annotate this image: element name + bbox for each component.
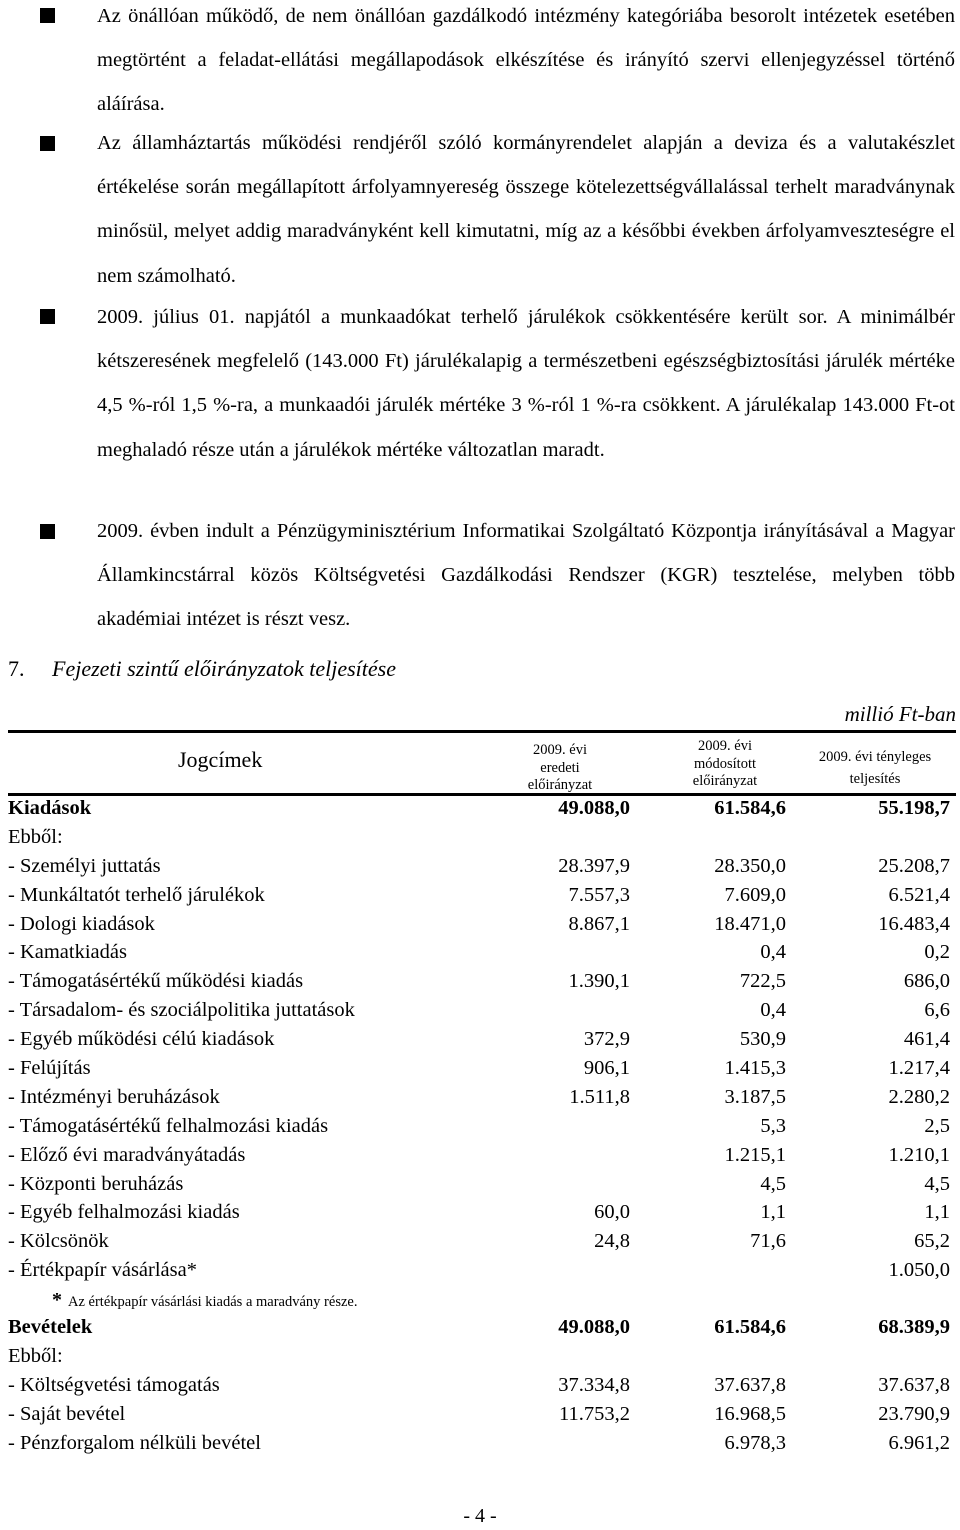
header-line: eredeti — [540, 759, 580, 776]
value-actual: 2,5 — [924, 1114, 950, 1137]
row-label: Bevételek — [8, 1316, 93, 1339]
table-row — [8, 1083, 956, 1112]
value-modified: 530,9 — [739, 1028, 786, 1051]
table-row — [8, 1256, 956, 1285]
bullet-text: Az önállóan működő, de nem önállóan gazdálkodó intézmény kategóriába besorolt intézetek esetében megtörtént a feladat-ellátási megállapodások elkészítése és irányító szervi ellenjegyzéssel történő aláírása. — [97, 5, 955, 116]
table-row — [8, 1198, 956, 1227]
value-actual: 68.389,9 — [878, 1316, 950, 1339]
row-label: - Kölcsönök — [8, 1230, 109, 1253]
row-label: - Munkáltatót terhelő járulékok — [8, 883, 265, 906]
row-label: Kiadások — [8, 797, 92, 819]
income-rows — [8, 1313, 956, 1457]
value-original: 49.088,0 — [558, 1316, 630, 1339]
value-modified: 0,4 — [760, 941, 786, 964]
expense-rows — [8, 794, 956, 1285]
row-label: Ebből: — [8, 825, 63, 848]
row-label: - Előző évi maradványátadás — [8, 1143, 246, 1166]
table-row — [8, 1112, 956, 1141]
table-row — [8, 1400, 956, 1429]
value-original: 8.867,1 — [568, 912, 630, 935]
value-modified: 1.415,3 — [724, 1057, 786, 1080]
row-label: - Társadalom- és szociálpolitika juttatások — [8, 999, 355, 1022]
value-original: 11.753,2 — [559, 1402, 630, 1425]
column-header-actual — [790, 746, 960, 790]
value-modified: 71,6 — [750, 1230, 786, 1253]
column-header-modified — [655, 738, 795, 791]
row-label: - Felújítás — [8, 1057, 91, 1080]
table-row — [8, 794, 956, 823]
value-modified: 1,1 — [760, 1201, 786, 1224]
table-row — [8, 938, 956, 967]
header-line: 2009. évi — [533, 742, 587, 758]
header-line: módosított — [693, 755, 757, 772]
header-line: 2009. évi tényleges — [818, 749, 932, 765]
value-modified: 6.978,3 — [724, 1431, 786, 1454]
value-original: 37.334,8 — [558, 1373, 630, 1396]
value-actual: 4,5 — [924, 1172, 950, 1195]
value-actual: 1.050,0 — [888, 1259, 950, 1282]
row-label: - Intézményi beruházások — [8, 1085, 220, 1108]
value-actual: 0,2 — [924, 941, 950, 964]
table-top-rule — [8, 730, 956, 733]
section-number: 7. — [8, 656, 25, 681]
row-label: Ebből: — [8, 1345, 63, 1368]
value-modified: 16.968,5 — [714, 1402, 786, 1425]
table-row — [8, 823, 956, 852]
row-label: - Pénzforgalom nélküli bevétel — [8, 1431, 261, 1454]
section-heading — [8, 656, 396, 682]
row-label: - Értékpapír vásárlása* — [8, 1259, 197, 1282]
table-row — [8, 852, 956, 881]
table-row — [8, 1170, 956, 1199]
table-row — [8, 910, 956, 939]
value-modified: 28.350,0 — [714, 854, 786, 877]
value-original: 60,0 — [594, 1201, 630, 1224]
value-original: 1.511,8 — [569, 1085, 630, 1108]
value-original: 372,9 — [583, 1028, 630, 1051]
table-row — [8, 967, 956, 996]
row-label: - Támogatásértékű felhalmozási kiadás — [8, 1114, 329, 1137]
table-row — [8, 1313, 956, 1342]
bullet-text: Az államháztartás működési rendjéről szóló kormányrendelet alapján a deviza és a valutakészlet értékelése során megállapított árfolyamnyereség összege kötelezettségvállalással terhelt maradványnak minősül, melyet addig maradványként kell kimutatni, míg az a későbbi években árfolyamveszteségre el nem számolható. — [97, 132, 955, 287]
bullet-square-icon — [40, 524, 55, 539]
value-actual: 25.208,7 — [878, 854, 950, 877]
row-label: - Saját bevétel — [8, 1402, 126, 1425]
table-row — [8, 1054, 956, 1083]
footnote-text: Az értékpapír vásárlási kiadás a maradvány része. — [68, 1294, 358, 1311]
bullet-text: 2009. július 01. napjától a munkaadókat terhelő járulékok csökkentésére került sor. A minimálbér kétszeresének megfelelő (143.000 Ft) járulékalapig a természetbeni egészségbiztosítási járulék mértéke 4,5 %-ról 1,5 %-ra, a munkaadói járulék mértéke 3 %-ról 1 %-ra csökkent. A járulékalap 143.000 Ft-ot meghaladó része után a járulékok mértéke változatlan maradt. — [97, 306, 955, 461]
header-line: 2009. évi — [698, 738, 752, 754]
table-row — [8, 1227, 956, 1256]
row-label: - Kamatkiadás — [8, 941, 127, 964]
table-row — [8, 996, 956, 1025]
value-modified: 37.637,8 — [714, 1373, 786, 1396]
value-modified: 18.471,0 — [714, 912, 786, 935]
value-actual: 6.521,4 — [888, 883, 950, 906]
value-actual: 37.637,8 — [878, 1373, 950, 1396]
table-row — [8, 1141, 956, 1170]
value-modified: 722,5 — [739, 970, 786, 993]
value-actual: 1,1 — [924, 1201, 950, 1224]
bullet-square-icon — [40, 8, 55, 23]
table-row — [8, 1025, 956, 1054]
value-modified: 7.609,0 — [724, 883, 786, 906]
value-actual: 55.198,7 — [878, 797, 950, 819]
table-footnote — [8, 1285, 956, 1313]
table-row — [8, 1429, 956, 1458]
column-header-label: Jogcímek — [178, 747, 263, 772]
value-original: 28.397,9 — [558, 854, 630, 877]
header-line: előirányzat — [527, 777, 593, 793]
row-label: - Központi beruházás — [8, 1172, 184, 1195]
value-actual: 1.217,4 — [888, 1057, 950, 1080]
value-original: 7.557,3 — [568, 883, 630, 906]
value-modified: 61.584,6 — [714, 1316, 786, 1339]
header-line: teljesítés — [849, 771, 901, 787]
value-actual: 6.961,2 — [888, 1431, 950, 1454]
table-row — [8, 1371, 956, 1400]
row-label: - Személyi juttatás — [8, 854, 161, 877]
bullet-square-icon — [40, 309, 55, 324]
value-actual: 65,2 — [914, 1230, 950, 1253]
bullet-square-icon — [40, 136, 55, 151]
row-label: - Költségvetési támogatás — [8, 1373, 220, 1396]
value-modified: 4,5 — [760, 1172, 786, 1195]
bullet-text: 2009. évben indult a Pénzügyminisztérium Informatikai Szolgáltató Központja irányításával a Magyar Államkincstárral közös Költségvetési Gazdálkodási Rendszer (KGR) tesztelése, melyben több akadémiai intézet is részt vesz. — [97, 520, 955, 631]
table-row — [8, 881, 956, 910]
value-actual: 461,4 — [903, 1028, 950, 1051]
table-row — [8, 1342, 956, 1371]
value-actual: 2.280,2 — [888, 1085, 950, 1108]
value-modified: 5,3 — [760, 1114, 786, 1137]
row-label: - Egyéb felhalmozási kiadás — [8, 1201, 240, 1224]
section-title: Fejezeti szintű előirányzatok teljesítése — [52, 656, 396, 681]
value-actual: 23.790,9 — [878, 1402, 950, 1425]
header-line: előirányzat — [692, 773, 758, 789]
value-modified: 1.215,1 — [724, 1143, 786, 1166]
value-modified: 61.584,6 — [714, 797, 786, 819]
unit-label: millió Ft-ban — [844, 702, 956, 726]
page-number: - 4 - — [463, 1505, 497, 1527]
data-table — [8, 794, 956, 1458]
row-label: - Támogatásértékű működési kiadás — [8, 970, 304, 993]
value-original: 24,8 — [594, 1230, 630, 1253]
value-actual: 686,0 — [903, 970, 950, 993]
footnote-star: * — [52, 1289, 62, 1312]
value-modified: 3.187,5 — [724, 1085, 786, 1108]
value-modified: 0,4 — [760, 999, 786, 1022]
row-label: - Dologi kiadások — [8, 912, 155, 935]
value-original: 49.088,0 — [558, 797, 630, 819]
value-original: 1.390,1 — [568, 970, 630, 993]
row-label: - Egyéb működési célú kiadások — [8, 1028, 275, 1051]
value-actual: 6,6 — [924, 999, 950, 1022]
value-actual: 1.210,1 — [888, 1143, 950, 1166]
column-header-original — [490, 742, 630, 795]
value-actual: 16.483,4 — [878, 912, 950, 935]
value-original: 906,1 — [583, 1057, 630, 1080]
